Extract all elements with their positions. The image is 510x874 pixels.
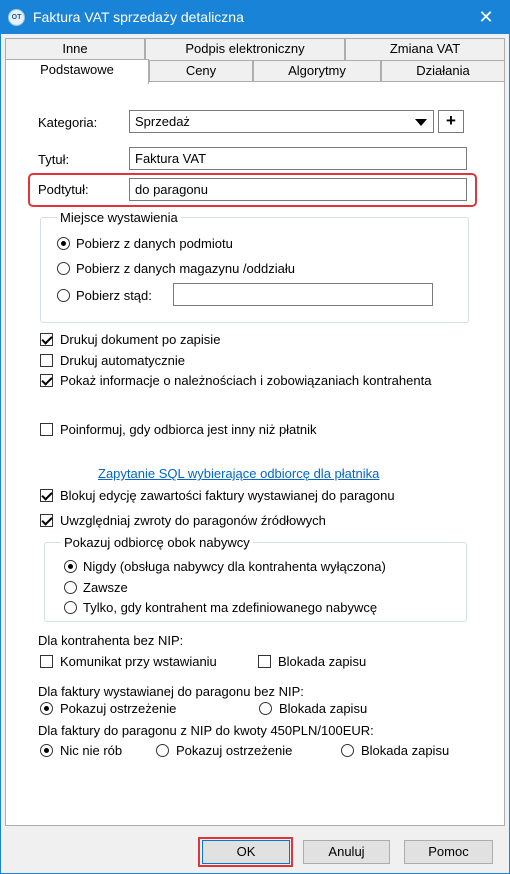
radio-odbiorca-nigdy-label[interactable]: Nigdy (obsługa nabywcy dla kontrahenta wyłączona) <box>83 559 386 574</box>
checkbox-blokuj-edycje[interactable] <box>40 489 53 502</box>
radio-pobierz-podmiotu[interactable] <box>57 237 70 250</box>
kategoria-select[interactable] <box>129 110 434 133</box>
pokazuj-odbiorce-legend: Pokazuj odbiorcę obok nabywcy <box>61 535 253 550</box>
app-logo-icon: OT <box>8 9 25 26</box>
checkbox-blokuj-edycje-label[interactable]: Blokuj edycję zawartości faktury wystawianej do paragonu <box>60 488 395 503</box>
tytul-input[interactable] <box>129 147 467 170</box>
radio-paragon-z-nip-pokazuj[interactable] <box>156 744 169 757</box>
radio-paragon-bez-nip-blokada[interactable] <box>259 702 272 715</box>
checkbox-uwzgledniaj-zwroty[interactable] <box>40 514 53 527</box>
checkbox-pokaz-informacje-label[interactable]: Pokaż informacje o należnościach i zobowiązaniach kontrahenta <box>60 373 432 388</box>
pobierz-stad-input[interactable] <box>173 283 433 306</box>
close-icon: ✕ <box>478 7 494 27</box>
radio-paragon-z-nip-nic[interactable] <box>40 744 53 757</box>
tab-algorytmy[interactable]: Algorytmy <box>253 60 381 82</box>
radio-pobierz-stad[interactable] <box>57 289 70 302</box>
miejsce-wystawienia-legend: Miejsce wystawienia <box>57 210 181 225</box>
tytul-value: Faktura VAT <box>135 151 207 166</box>
radio-paragon-bez-nip-blokada-label[interactable]: Blokada zapisu <box>279 701 368 716</box>
tab-ceny[interactable]: Ceny <box>149 60 253 82</box>
checkbox-blokada-bez-nip[interactable] <box>258 655 271 668</box>
podtytul-input[interactable] <box>129 178 467 201</box>
add-kategoria-button[interactable] <box>438 110 464 133</box>
ok-button[interactable]: OK <box>202 840 290 864</box>
kategoria-value: Sprzedaż <box>135 114 190 129</box>
tab-podpis-elektroniczny[interactable]: Podpis elektroniczny <box>145 38 345 60</box>
plus-icon: + <box>446 111 456 130</box>
radio-paragon-bez-nip-pokazuj-label[interactable]: Pokazuj ostrzeżenie <box>60 701 177 716</box>
checkbox-pokaz-informacje[interactable] <box>40 374 53 387</box>
radio-odbiorca-zawsze[interactable] <box>64 581 77 594</box>
radio-odbiorca-tylko[interactable] <box>64 601 77 614</box>
checkbox-drukuj-automatycznie-label[interactable]: Drukuj automatycznie <box>60 353 185 368</box>
podtytul-label: Podtytuł: <box>38 182 89 197</box>
checkbox-poinformuj[interactable] <box>40 423 53 436</box>
window-title: Faktura VAT sprzedaży detaliczna <box>33 9 244 25</box>
radio-pobierz-podmiotu-label[interactable]: Pobierz z danych podmiotu <box>76 236 233 251</box>
radio-odbiorca-nigdy[interactable] <box>64 560 77 573</box>
help-button[interactable]: Pomoc <box>404 840 493 864</box>
radio-paragon-z-nip-pokazuj-label[interactable]: Pokazuj ostrzeżenie <box>176 743 293 758</box>
radio-pobierz-magazynu-label[interactable]: Pobierz z danych magazynu /oddziału <box>76 261 295 276</box>
tab-podstawowe[interactable]: Podstawowe <box>5 59 149 84</box>
checkbox-blokada-bez-nip-label[interactable]: Blokada zapisu <box>278 654 367 669</box>
tab-panel-podstawowe <box>5 81 505 826</box>
close-button[interactable] <box>463 1 509 34</box>
paragon-bez-nip-label: Dla faktury wystawianej do paragonu bez NIP: <box>38 684 304 699</box>
radio-paragon-z-nip-blokada-label[interactable]: Blokada zapisu <box>361 743 450 758</box>
checkbox-drukuj-po-zapisie[interactable] <box>40 333 53 346</box>
tab-zmiana-vat[interactable]: Zmiana VAT <box>345 38 505 60</box>
checkbox-komunikat[interactable] <box>40 655 53 668</box>
radio-paragon-z-nip-blokada[interactable] <box>341 744 354 757</box>
kategoria-label: Kategoria: <box>38 115 98 130</box>
sql-query-link[interactable]: Zapytanie SQL wybierające odbiorcę dla płatnika <box>98 466 380 481</box>
podtytul-value: do paragonu <box>135 182 209 197</box>
checkbox-drukuj-po-zapisie-label[interactable]: Drukuj dokument po zapisie <box>60 332 221 347</box>
checkbox-poinformuj-label[interactable]: Poinformuj, gdy odbiorca jest inny niż płatnik <box>60 422 317 437</box>
radio-paragon-bez-nip-pokazuj[interactable] <box>40 702 53 715</box>
radio-odbiorca-zawsze-label[interactable]: Zawsze <box>83 580 128 595</box>
radio-pobierz-stad-label[interactable]: Pobierz stąd: <box>76 288 152 303</box>
cancel-button[interactable]: Anuluj <box>303 840 390 864</box>
title-bar[interactable] <box>1 1 509 34</box>
radio-paragon-z-nip-nic-label[interactable]: Nic nie rób <box>60 743 123 758</box>
radio-odbiorca-tylko-label[interactable]: Tylko, gdy kontrahent ma zdefiniowanego nabywcę <box>83 600 378 615</box>
checkbox-drukuj-automatycznie[interactable] <box>40 354 53 367</box>
checkbox-uwzgledniaj-zwroty-label[interactable]: Uwzględniaj zwroty do paragonów źródłowych <box>60 513 326 528</box>
chevron-down-icon <box>415 119 427 126</box>
paragon-z-nip-label: Dla faktury do paragonu z NIP do kwoty 450PLN/100EUR: <box>38 723 374 738</box>
radio-pobierz-magazynu[interactable] <box>57 262 70 275</box>
tytul-label: Tytuł: <box>38 152 70 167</box>
tab-inne[interactable]: Inne <box>5 38 145 60</box>
bez-nip-label: Dla kontrahenta bez NIP: <box>38 633 184 648</box>
checkbox-komunikat-label[interactable]: Komunikat przy wstawianiu <box>60 654 217 669</box>
tab-dzialania[interactable]: Działania <box>381 60 505 82</box>
